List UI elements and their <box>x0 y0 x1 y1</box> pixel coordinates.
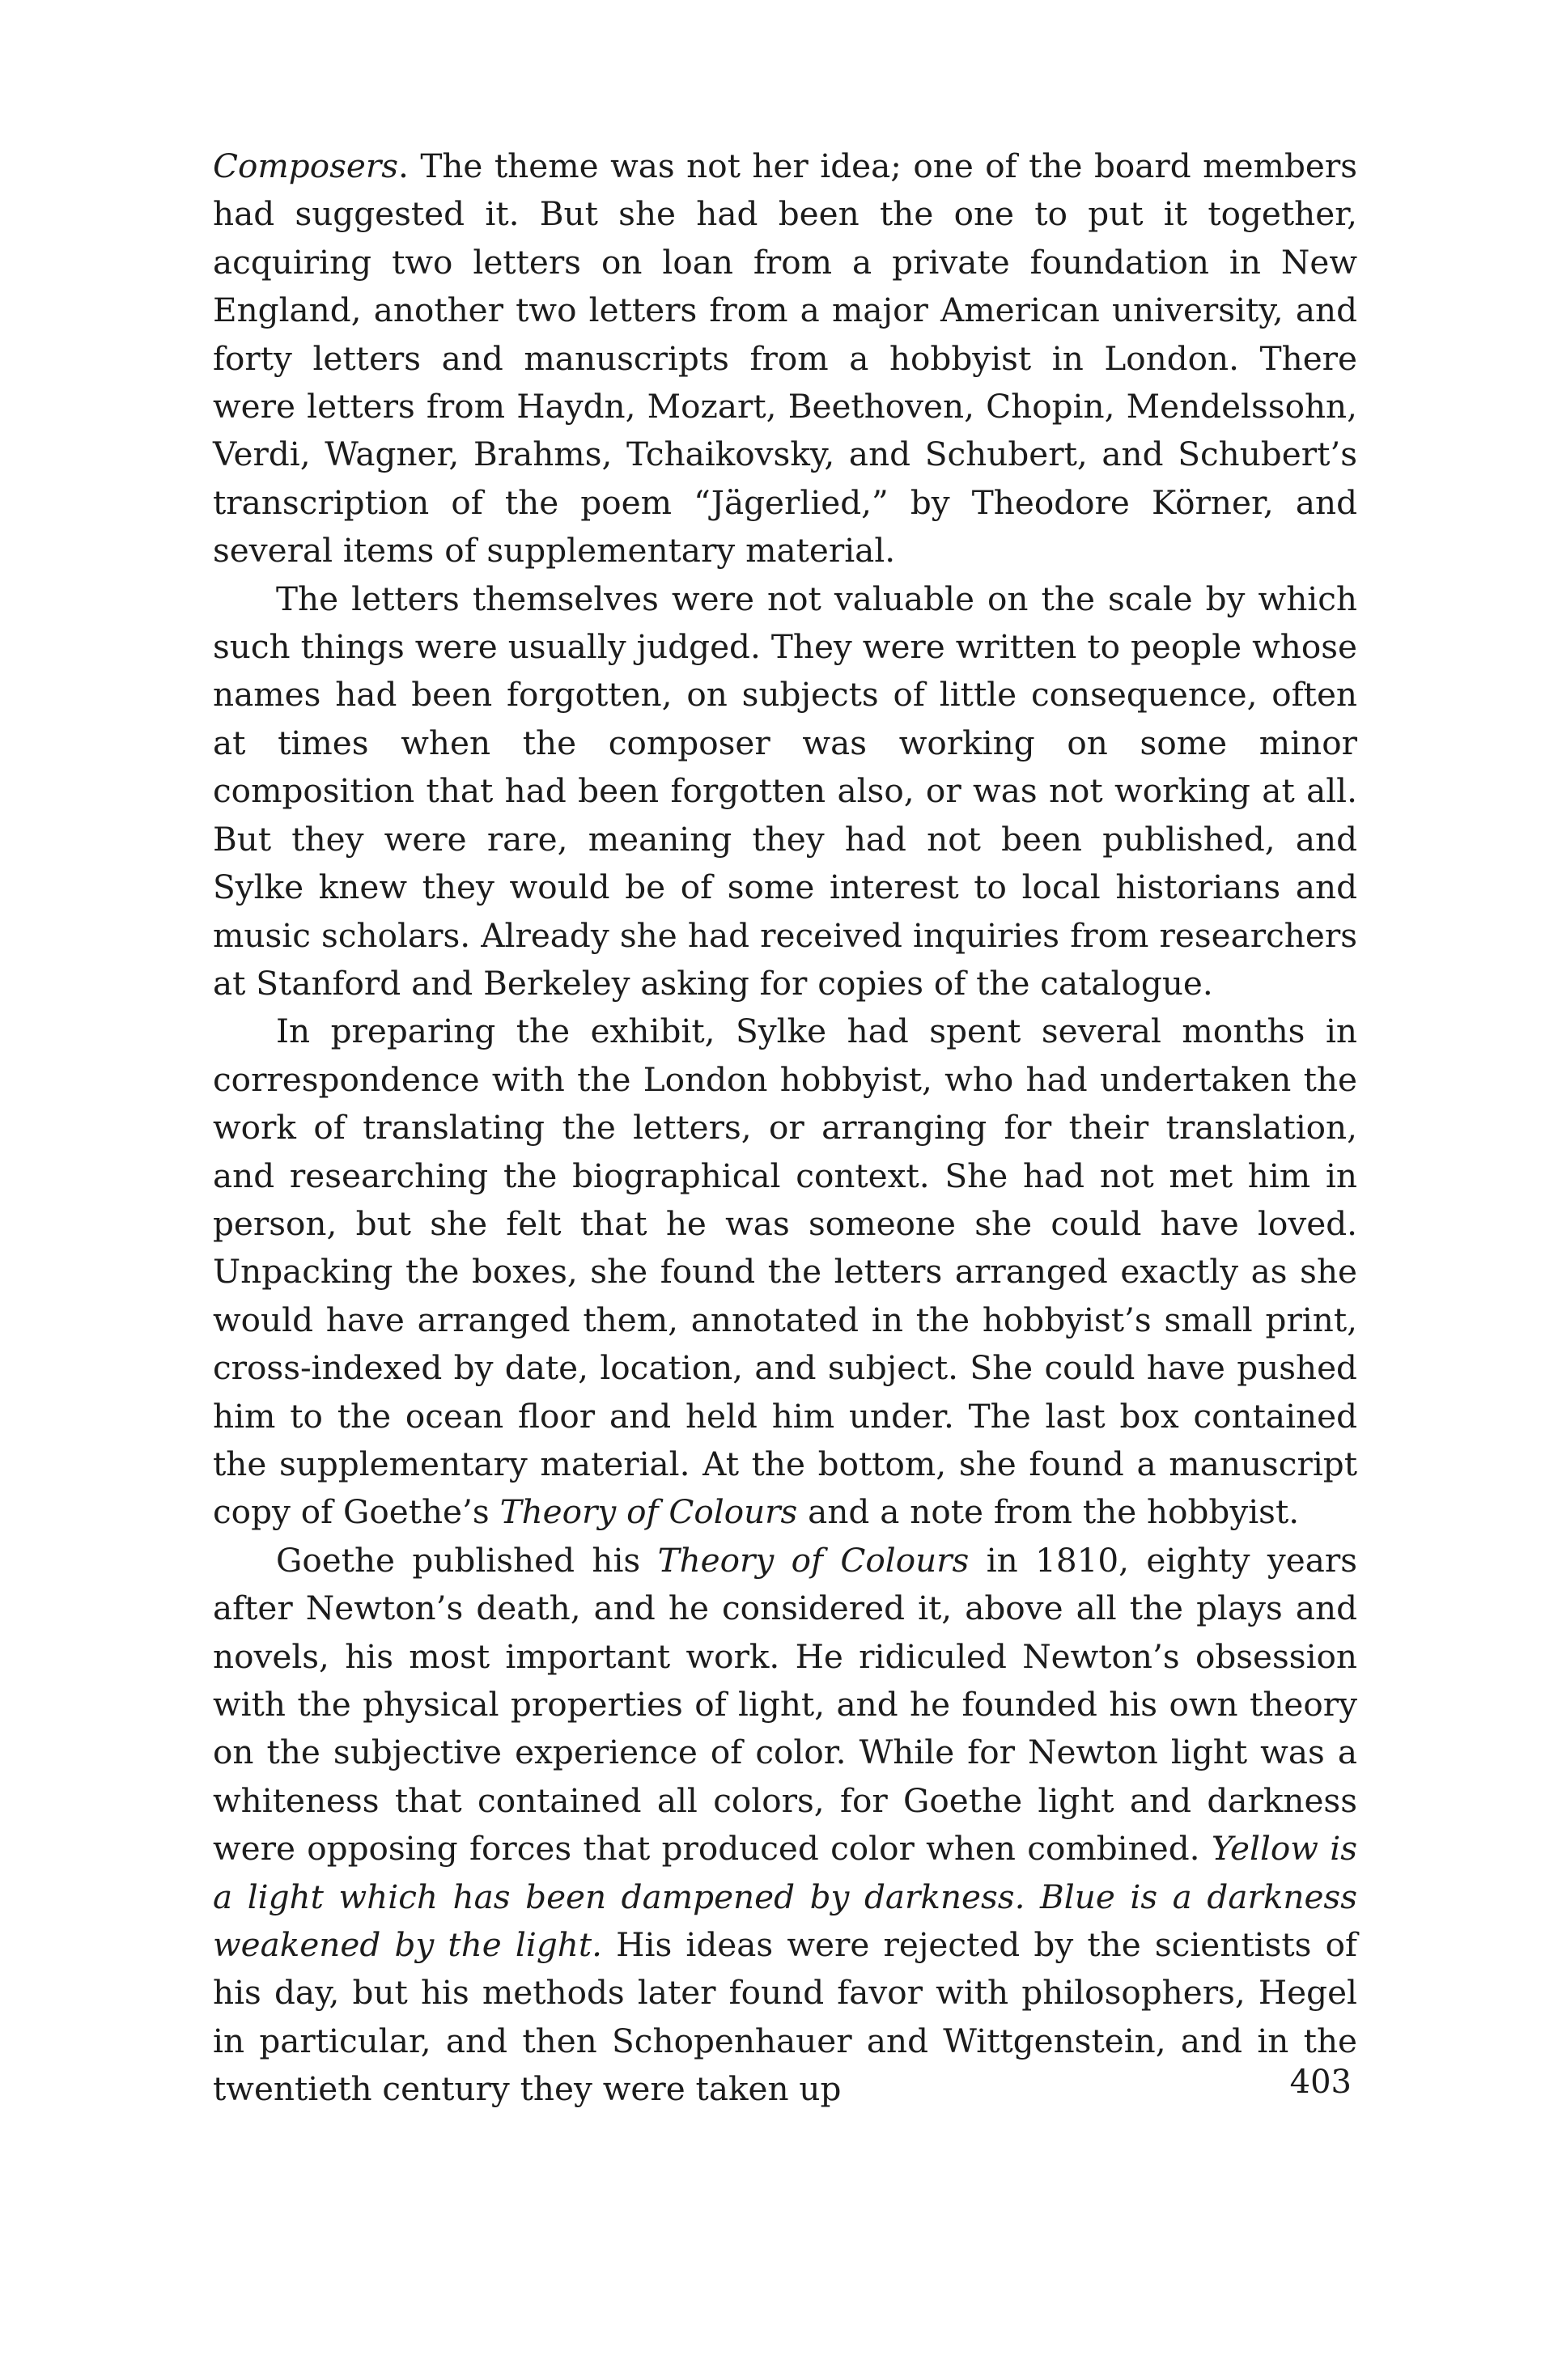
text-span: Goethe published his <box>276 1540 658 1580</box>
text-span: Theory of Colours <box>499 1492 798 1532</box>
text-span: in 1810, eighty years after Newton’s death, and he considered it, above all the plays and novels, his most important work. He ridiculed Newton’s obsession with the physical properties of light, and he founded his own theory on the subjective experience of color. While for Newton light was a whiteness that contained all colors, for Goethe light and darkness were opposing forces that produced color when combined. <box>213 1540 1358 1869</box>
text-span: Composers <box>213 146 398 185</box>
page-number: 403 <box>1289 2064 1352 2101</box>
text-span: . The theme was not her idea; one of the board members had suggested it. But she had been the one to put it together, acquiring two letters on loan from a private foundation in New England, another two letters from a major American university, and forty letters and manuscripts from a hobbyist in London. There were letters from Haydn, Mozart, Beethoven, Chopin, Mendelssohn, Verdi, Wagner, Brahms, Tchaikovsky, and Schubert, and Schubert’s transcription of the poem “Jägerlied,” by Theodore Körner, and several items of supplementary material. <box>213 146 1357 571</box>
paragraph-3 <box>213 1008 1357 1536</box>
text-span: The letters themselves were not valuable on the scale by which such things were usually judged. They were written to people whose names had been forgotten, on subjects of little consequence, often at times when the composer was working on some minor composition that had been forgotten also, or was not working at all. But they were rare, meaning they had not been published, and Sylke knew they would be of some interest to local historians and music scholars. Already she had received inquiries from researchers at Stanford and Berkeley asking for copies of the catalogue. <box>213 579 1357 1003</box>
text-span: His ideas were rejected by the scientists of his day, but his methods later found favor with philosophers, Hegel in particular, and then Schopenhauer and Wittgenstein, and in the twentieth century they were taken up <box>213 1925 1357 2109</box>
paragraph-1 <box>213 142 1357 575</box>
text-span: In preparing the exhibit, Sylke had spent several months in correspondence with the London hobbyist, who had undertaken the work of translating the letters, or arranging for their translation, and researching the biographical context. She had not met him in person, but she felt that he was someone she could have loved. Unpacking the boxes, she found the letters arranged exactly as she would have arranged them, annotated in the hobbyist’s small print, cross-indexed by date, location, and subject. She could have pushed him to the ocean floor and held him under. The last box contained the supplementary material. At the bottom, she found a manuscript copy of Goethe’s <box>213 1012 1357 1532</box>
text-span: Yellow is a light which has been dampened by darkness. Blue is a darkness weakened by the light. <box>213 1829 1358 1965</box>
paragraph-2 <box>213 575 1357 1008</box>
text-span: Theory of Colours <box>657 1540 970 1580</box>
paragraph-4 <box>213 1537 1357 2114</box>
text-span: and a note from the hobbyist. <box>797 1492 1300 1532</box>
body-text <box>213 142 1357 2114</box>
